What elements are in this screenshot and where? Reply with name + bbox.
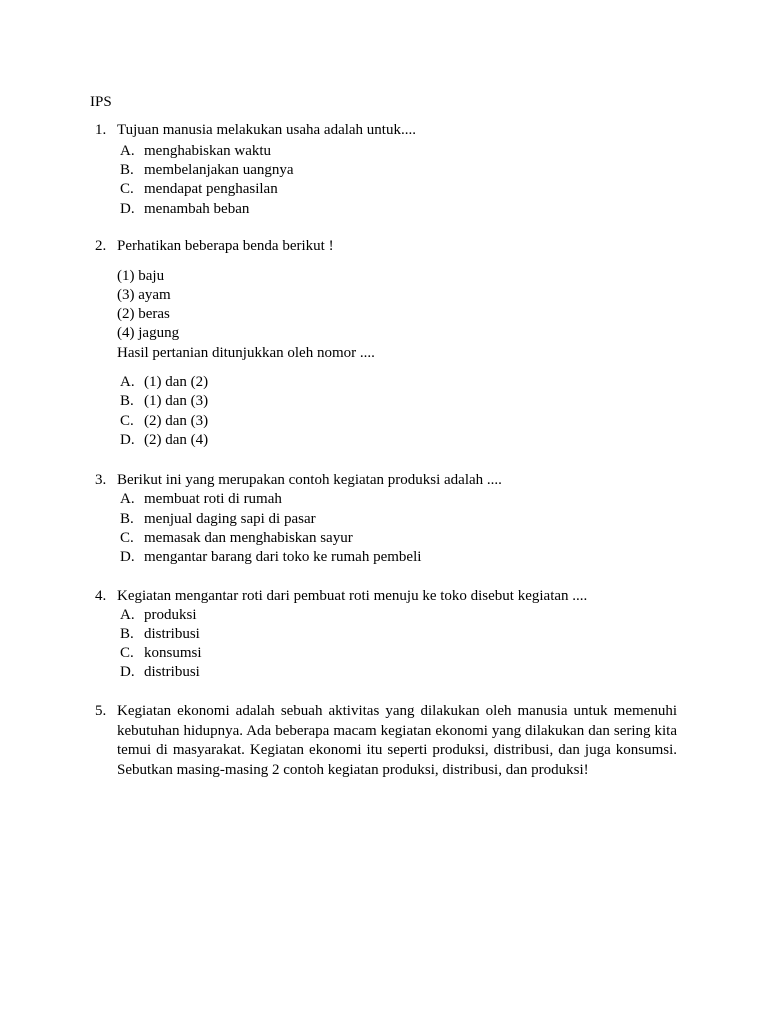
option-text: menjual daging sapi di pasar	[144, 511, 316, 527]
option-letter: A.	[120, 607, 135, 623]
option-d	[0, 431, 768, 450]
option-letter: A.	[120, 374, 135, 390]
question-text: Berikut ini yang merupakan contoh kegiatan produksi adalah ....	[117, 472, 502, 488]
option-text: distribusi	[144, 626, 200, 642]
option-letter: C.	[120, 413, 134, 429]
option-letter: C.	[120, 181, 134, 197]
option-text: membelanjakan uangnya	[144, 162, 294, 178]
question-text: Perhatikan beberapa benda berikut !	[117, 238, 334, 254]
option-letter: B.	[120, 626, 134, 642]
item-text: (2) beras	[117, 306, 170, 322]
list-item	[0, 286, 768, 305]
option-c	[0, 644, 768, 663]
option-text: (1) dan (2)	[144, 374, 209, 390]
list-item	[0, 267, 768, 286]
option-letter: B.	[120, 162, 134, 178]
question-paragraph: Kegiatan ekonomi adalah sebuah aktivitas yang dilakukan oleh manusia untuk memenuhi kebutuhan hidupnya. Ada beberapa macam kegiatan ekonomi yang dilakukan dan sering kita temui di masyarakat. Kegiatan ekonomi itu seperti produksi, distribusi, dan juga konsumsi. Sebutkan masing-masing 2 contoh kegiatan produksi, distribusi, dan produksi!	[117, 703, 677, 778]
question-stem	[0, 121, 768, 140]
option-letter: D.	[120, 432, 135, 448]
question-stem	[0, 471, 768, 490]
option-d	[0, 663, 768, 682]
option-letter: D.	[120, 664, 135, 680]
option-a	[0, 606, 768, 625]
option-text: (2) dan (4)	[144, 432, 209, 448]
question-text: Tujuan manusia melakukan usaha adalah untuk....	[117, 122, 416, 138]
list-item	[0, 305, 768, 324]
option-text: menambah beban	[144, 201, 250, 217]
question-number: 5.	[95, 703, 107, 719]
option-c	[0, 180, 768, 199]
item-text: (4) jagung	[117, 325, 180, 341]
question-prompt	[0, 344, 768, 363]
item-text: (1) baju	[117, 268, 165, 284]
option-letter: B.	[120, 511, 134, 527]
option-d	[0, 200, 768, 219]
option-text: (2) dan (3)	[144, 413, 209, 429]
option-letter: C.	[120, 530, 134, 546]
item-text: (3) ayam	[117, 287, 171, 303]
option-text: produksi	[144, 607, 197, 623]
option-text: memasak dan menghabiskan sayur	[144, 530, 353, 546]
question-stem	[0, 237, 768, 256]
question-number: 4.	[95, 588, 107, 604]
option-c	[0, 529, 768, 548]
list-item	[0, 324, 768, 343]
option-b	[0, 625, 768, 644]
option-text: distribusi	[144, 664, 200, 680]
question-stem	[0, 587, 768, 606]
option-a	[0, 490, 768, 509]
question-number: 3.	[95, 472, 107, 488]
option-b	[0, 161, 768, 180]
option-text: mendapat penghasilan	[144, 181, 278, 197]
prompt-text: Hasil pertanian ditunjukkan oleh nomor ....	[117, 345, 375, 361]
subject-title: IPS	[90, 94, 112, 110]
option-letter: D.	[120, 201, 135, 217]
option-b	[0, 510, 768, 529]
option-d	[0, 548, 768, 567]
option-letter: C.	[120, 645, 134, 661]
option-text: menghabiskan waktu	[144, 143, 272, 159]
option-text: (1) dan (3)	[144, 393, 209, 409]
question-number: 2.	[95, 238, 107, 254]
option-letter: A.	[120, 491, 135, 507]
option-text: membuat roti di rumah	[144, 491, 282, 507]
option-b	[0, 392, 768, 411]
question-text: Kegiatan mengantar roti dari pembuat roti menuju ke toko disebut kegiatan ....	[117, 588, 588, 604]
option-text: konsumsi	[144, 645, 202, 661]
option-letter: A.	[120, 143, 135, 159]
option-c	[0, 412, 768, 431]
option-letter: D.	[120, 549, 135, 565]
option-text: mengantar barang dari toko ke rumah pembeli	[144, 549, 422, 565]
option-letter: B.	[120, 393, 134, 409]
question-number: 1.	[95, 122, 107, 138]
option-a	[0, 373, 768, 392]
option-a	[0, 142, 768, 161]
